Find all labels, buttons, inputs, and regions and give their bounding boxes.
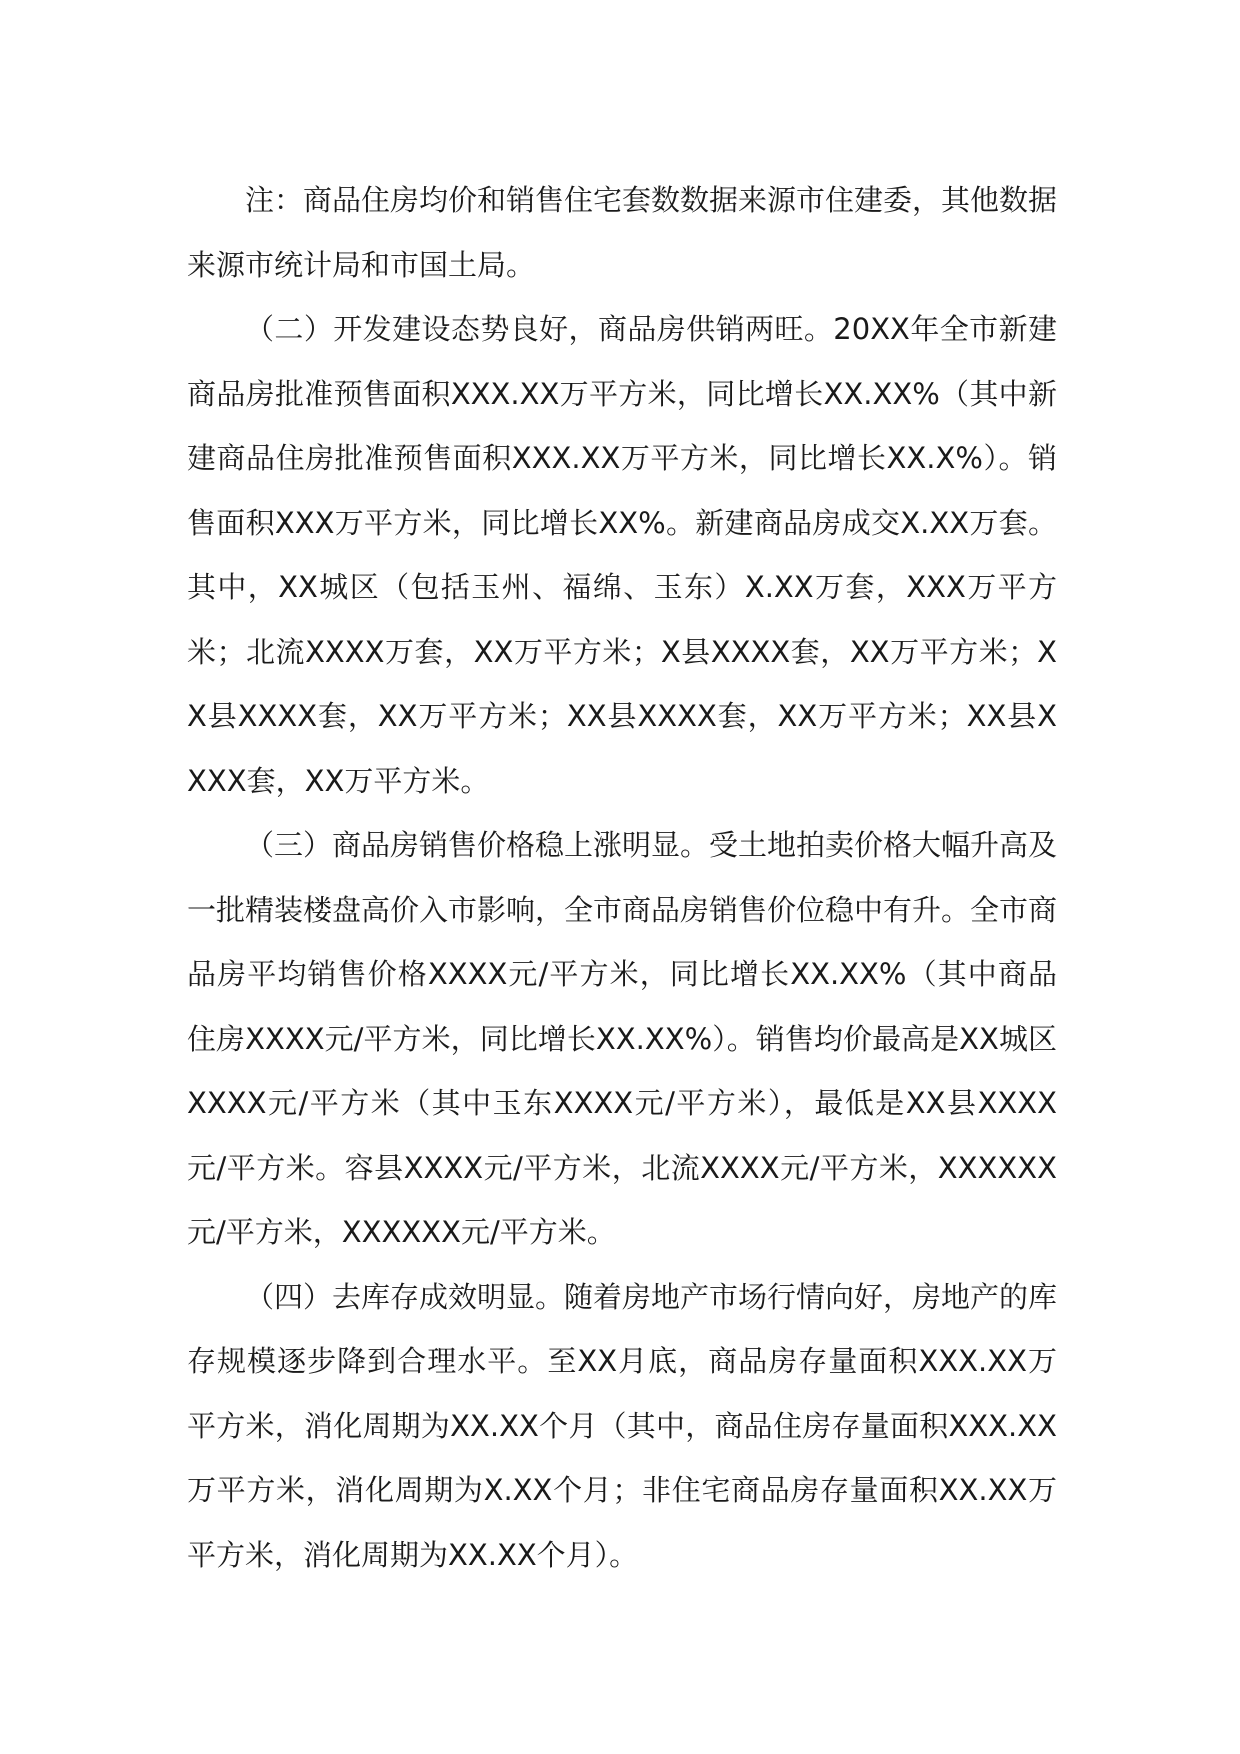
note-paragraph: 注：商品住房均价和销售住宅套数数据来源市住建委，其他数据来源市统计局和市国土局。 (187, 183, 1058, 282)
section-two-paragraph: （二）开发建设态势良好，商品房供销两旺。20XX年全市新建商品房批准预售面积XXX.XX万平方米，同比增长XX.XX%（其中新建商品住房批准预售面积XXX.XX万平方米，同比增长XX.X%）。销售面积XXX万平方米，同比增长XX%。新建商品房成交X.XX万套。其中，XX城区（包括玉州、福绵、玉东）X.XX万套，XXX万平方米；北流XXXX万套，XX万平方米；X县XXXX套，XX万平方米；XX县XXXX套，XX万平方米；XX县XXXX套，XX万平方米；XX县XXXX套，XX万平方米。 (187, 312, 1057, 798)
section-four-paragraph: （四）去库存成效明显。随着房地产市场行情向好，房地产的库存规模逐步降到合理水平。至XX月底，商品房存量面积XXX.XX万平方米，消化周期为XX.XX个月（其中，商品住房存量面积XXX.XX万平方米，消化周期为X.XX个月；非住宅商品房存量面积XX.XX万平方米，消化周期为XX.XX个月）。 (187, 1279, 1058, 1572)
document-body (187, 168, 1057, 1587)
section-three-paragraph: （三）商品房销售价格稳上涨明显。受土地拍卖价格大幅升高及一批精装楼盘高价入市影响，全市商品房销售价位稳中有升。全市商品房平均销售价格XXXX元/平方米，同比增长XX.XX%（其中商品住房XXXX元/平方米，同比增长XX.XX%）。销售均价最高是XX城区XXXX元/平方米（其中玉东XXXX元/平方米），最低是XX县XXXX元/平方米。容县XXXX元/平方米，北流XXXX元/平方米，XXXXXX元/平方米，XXXXXX元/平方米。 (187, 828, 1058, 1249)
